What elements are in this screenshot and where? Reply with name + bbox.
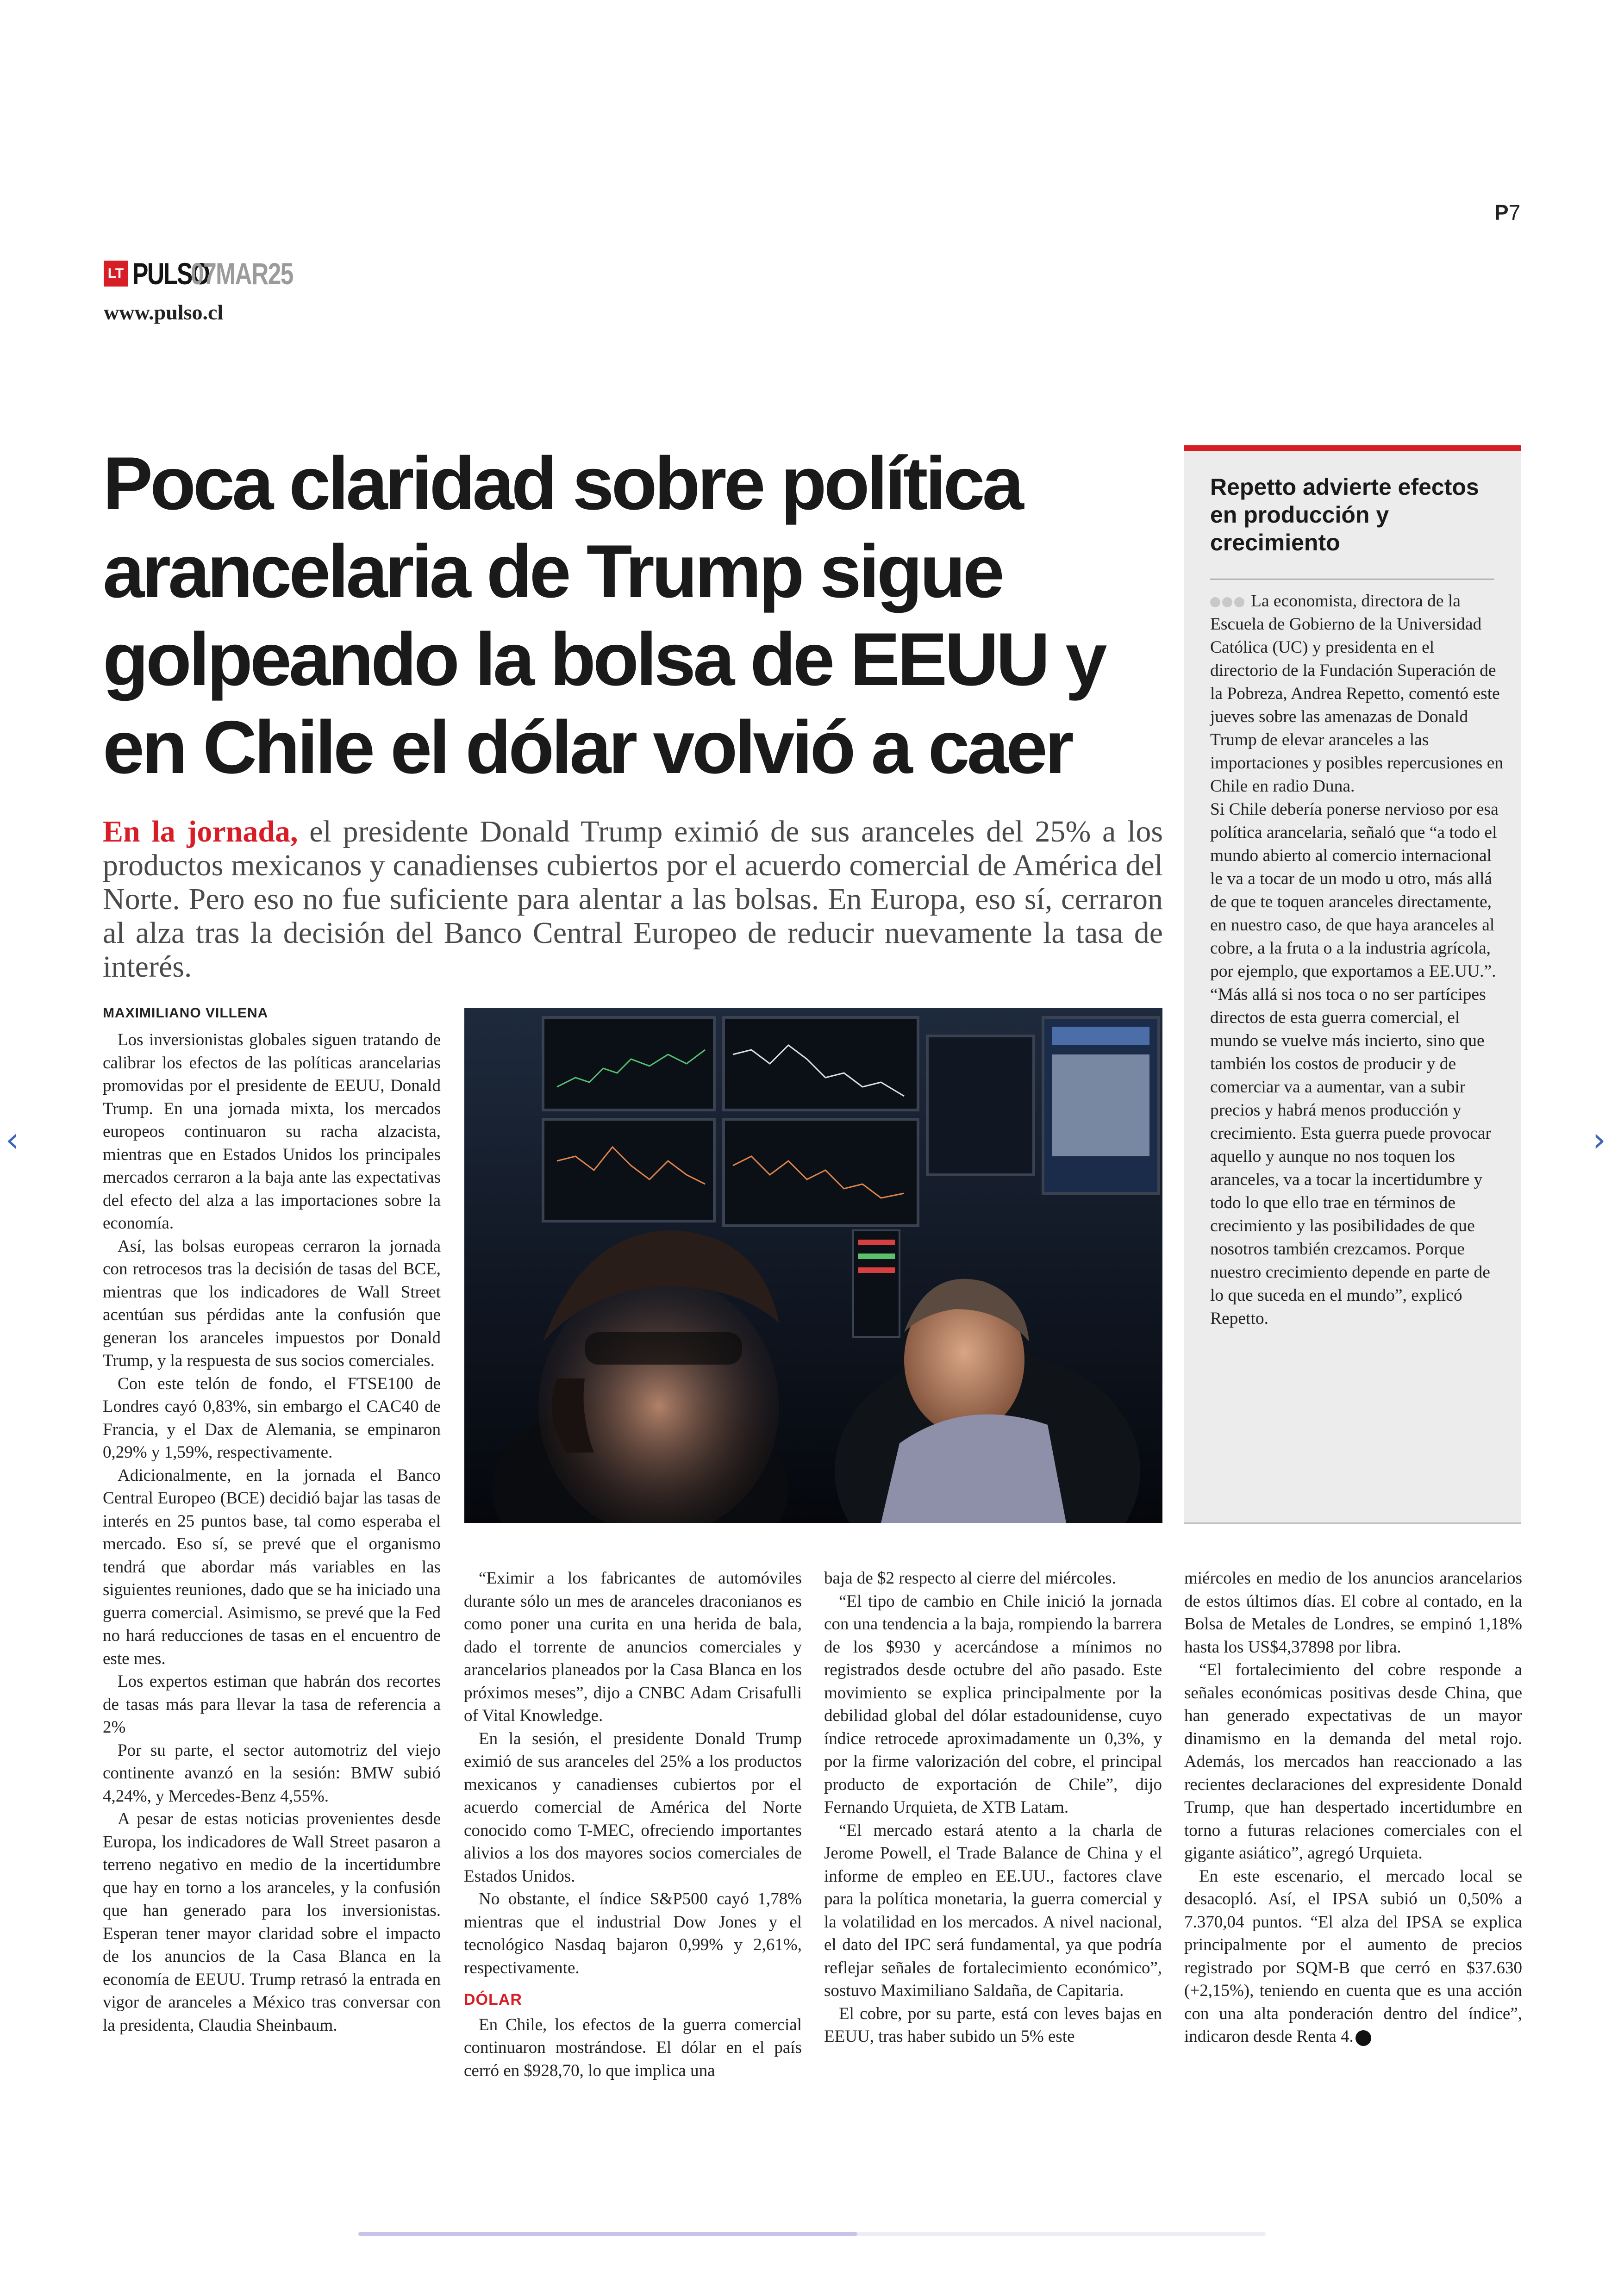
- body-column-2: [464, 1567, 802, 2082]
- lt-logo: LT: [104, 261, 128, 287]
- paragraph: baja de $2 respecto al cierre del miércoles.: [824, 1569, 1116, 1588]
- paragraph: No obstante, el índice S&P500 cayó 1,78% mientras que el industrial Dow Jones y el tecnológico Nasdaq bajaron 0,99% y 2,61%, respectivamente.: [464, 1890, 802, 1977]
- previous-page-arrow-icon[interactable]: ‹: [6, 1120, 19, 1159]
- paragraph: “El mercado estará atento a la charla de Jerome Powell, el Trade Balance de China y el informe de empleo en EE.UU., factores clave para la política monetaria, la guerra comercial y la volatilidad en los mercados. A nivel nacional, el dato del IPC será fundamental, ya que podría reflejar señales de fortalecimiento económico”, sostuvo Maximiliano Saldaña, de Capitaria.: [824, 1821, 1162, 2000]
- deck: [103, 815, 1163, 984]
- paragraph: miércoles en medio de los anuncios arancelarios de estos últimos días. El cobre al contado, en la Bolsa de Metales de Londres, se empinó 1,18% hasta los US$4,37898 por libra.: [1184, 1569, 1522, 1657]
- paragraph: [1184, 1865, 1522, 2048]
- headline: Poca claridad sobre política arancelaria de Trump sigue golpeando la bolsa de EEUU y en Chile el dólar volvió a caer: [103, 442, 1105, 789]
- paragraph: Con este telón de fondo, el FTSE100 de Londres cayó 0,83%, sin embargo el CAC40 de Francia, y el Dax de Alemania, se empinaron 0,29% y 1,59%, respectivamente.: [103, 1374, 441, 1462]
- paragraph: Adicionalmente, en la jornada el Banco Central Europeo (BCE) decidió bajar las tasas de interés en 25 puntos base, tal como esperaba el mercado. Eso sí, se prevé que el organismo tendrá que abordar más variables en las siguientes reuniones, dado que se ha iniciado una guerra comercial. Asimismo, se prevé que la Fed no hará reducciones de tasas en el encuentro de este mes.: [103, 1466, 441, 1668]
- deck-lead: En la jornada,: [103, 815, 298, 848]
- paragraph: “El fortalecimiento del cobre responde a señales económicas positivas desde China, que han generado expectativas de un mayor dinamismo en la demanda del metal rojo. Además, los mercados han reaccionado a las recientes declaraciones del expresidente Donald Trump, que han despertado incertidumbre en torno a futuras relaciones comerciales con el gigante asiático”, agregó Urquieta.: [1184, 1660, 1522, 1863]
- body-column-3: [824, 1567, 1162, 2048]
- sidebar-body: [1210, 590, 1505, 1330]
- sidebar-paragraph-text: La economista, directora de la Escuela de Gobierno de la Universidad Católica (UC) y presidenta en el directorio de la Fundación Superación de la Pobreza, Andrea Repetto, comentó este jueves sobre las amenazas de Donald Trump de elevar aranceles a las importaciones y posibles repercusiones en Chile en radio Duna.: [1210, 592, 1504, 796]
- paragraph: El cobre, por su parte, está con leves bajas en EEUU, tras haber subido un 5% este: [824, 2004, 1162, 2046]
- sidebar-paragraph: [1210, 590, 1505, 798]
- masthead: [104, 257, 322, 290]
- paragraph: Los inversionistas globales siguen tratando de calibrar los efectos de las políticas arancelarias promovidas por el presidente de EEUU, Donald Trump. En una jornada mixta, los mercados europeos continuaron su racha alzacista, mientras que en Estados Unidos los principales mercados cerraron a la baja ante las expectativas del efecto del alza a las importaciones sobre la economía.: [103, 1030, 441, 1233]
- paragraph: Los expertos estiman que habrán dos recortes de tasas más para llevar la tasa de referencia a 2%: [103, 1672, 441, 1737]
- website-url: www.pulso.cl: [104, 300, 224, 324]
- next-page-arrow-icon[interactable]: ›: [1593, 1120, 1606, 1159]
- body-column-1: [103, 1029, 441, 2037]
- paragraph: Así, las bolsas europeas cerraron la jornada con retrocesos tras la decisión de tasas del BCE, mientras que los indicadores de Wall Street acentúan sus pérdidas ante la confusión que generan los aranceles impuestos por Donald Trump, y la respuesta de sus socios comerciales.: [103, 1236, 441, 1370]
- paragraph: “El tipo de cambio en Chile inició la jornada con una tendencia a la baja, rompiendo la barrera de los $930 y acercándose a mínimos no registrados desde octubre del año pasado. Este movimiento se explica principalmente por la debilidad global del dólar estadounidense, cuyo índice retrocede aproximadamente un 0,3%, y por la firme valorización del cobre, el principal producto de exportación de Chile”, dijo Fernando Urquieta, de XTB Latam.: [824, 1591, 1162, 1817]
- paragraph: “Eximir a los fabricantes de automóviles durante sólo un mes de aranceles draconianos es como poner una curita en una herida de bala, dado el torrente de anuncios comerciales y arancelarios planeados por la Casa Blanca en los próximos meses”, dijo a CNBC Adam Crisafulli of Vital Knowledge.: [464, 1569, 802, 1725]
- paragraph: A pesar de estas noticias provenientes desde Europa, los indicadores de Wall Street pasaron a terreno negativo en medio de la incertidumbre que hay en torno a los aranceles, y la confusión que han generado para los inversionistas. Esperan tener mayor claridad sobre el impacto de los anuncios de la Casa Blanca en la economía de EEUU. Trump retrasó la entrada en vigor de aranceles a México tras conversar con la presidenta, Claudia Sheinbaum.: [103, 1809, 441, 2035]
- scrollbar-thumb[interactable]: [358, 2232, 857, 2236]
- byline: MAXIMILIANO VILLENA: [103, 1005, 269, 1021]
- page-number: P7: [1494, 200, 1521, 225]
- paragraph: En la sesión, el presidente Donald Trump eximió de sus aranceles del 25% a los productos mexicanos y canadienses cubiertos por el acuerdo comercial de América del Norte conocido como T-MEC, ofreciendo importantes alivios a los dos mayores socios comerciales de Estados Unidos.: [464, 1729, 802, 1886]
- sidebar-box: [1184, 445, 1521, 1524]
- body-column-4: [1184, 1567, 1522, 2048]
- sidebar-title: Repetto advierte efectos en producción y crecimiento: [1210, 474, 1479, 555]
- sidebar-paragraph: Si Chile debería ponerse nervioso por esa política arancelaria, señaló que “a todo el mundo abierto al comercio internacional le va a tocar de un modo u otro, más allá de que te toquen aranceles directamente, en nuestro caso, de que haya aranceles al cobre, a la fruta o a la industria agrícola, por ejemplo, que exportamos a EE.UU.”.: [1210, 800, 1499, 981]
- paragraph: Por su parte, el sector automotriz del viejo continente avanzó en la sesión: BMW subió 4,24%, y Mercedes-Benz 4,55%.: [103, 1740, 441, 1806]
- issue-date: 07MAR25: [191, 256, 294, 291]
- trading-floor-photo: [464, 1008, 1162, 1523]
- paragraph-text: En este escenario, el mercado local se desacopló. Así, el IPSA subió un 0,50% a 7.370,04 puntos. “El alza del IPSA se explica principalmente por el aumento de precios registrado por SQM-B que cerró en $37.630 (+2,15%), teniendo en cuenta que es una acción con una alta ponderación dentro del índice”, indicaron desde Renta 4.: [1184, 1866, 1522, 2046]
- deck-text: el presidente Donald Trump eximió de sus aranceles del 25% a los productos mexicanos y canadienses cubiertos por el acuerdo comercial de América del Norte. Pero eso no fue suficiente para alentar a las bolsas. En Europa, eso sí, cerraron al alza tras la decisión del Banco Central Europeo de reducir nuevamente la tasa de interés.: [103, 815, 1163, 984]
- paragraph: En Chile, los efectos de la guerra comercial continuaron mostrándose. El dólar en el país cerró en $928,70, lo que implica una: [464, 2015, 802, 2080]
- sidebar-paragraph: “Más allá si nos toca o no ser partícipes directos de esta guerra comercial, el mundo se vuelve más incierto, sino que también los costos de producir y de comerciar va a aumentar, van a subir precios y habrá menos producción y crecimiento. Esta guerra puede provocar aquello y aunque no nos toquen los aranceles, va a tocar la incertidumbre y todo lo que ello trae en términos de crecimiento y las posibilidades de que nosotros también crezcamos. Porque nuestro crecimiento depende en parte de lo que suceda en el mundo”, explicó Repetto.: [1210, 985, 1491, 1328]
- page-scrollbar[interactable]: [358, 2232, 1266, 2236]
- bullet-dots-icon: [1210, 590, 1246, 613]
- sidebar-divider: [1210, 579, 1494, 580]
- end-of-article-icon: P: [1355, 2030, 1371, 2046]
- subhead-dolar: DÓLAR: [464, 1991, 522, 2008]
- section-name: PULSO: [132, 256, 209, 291]
